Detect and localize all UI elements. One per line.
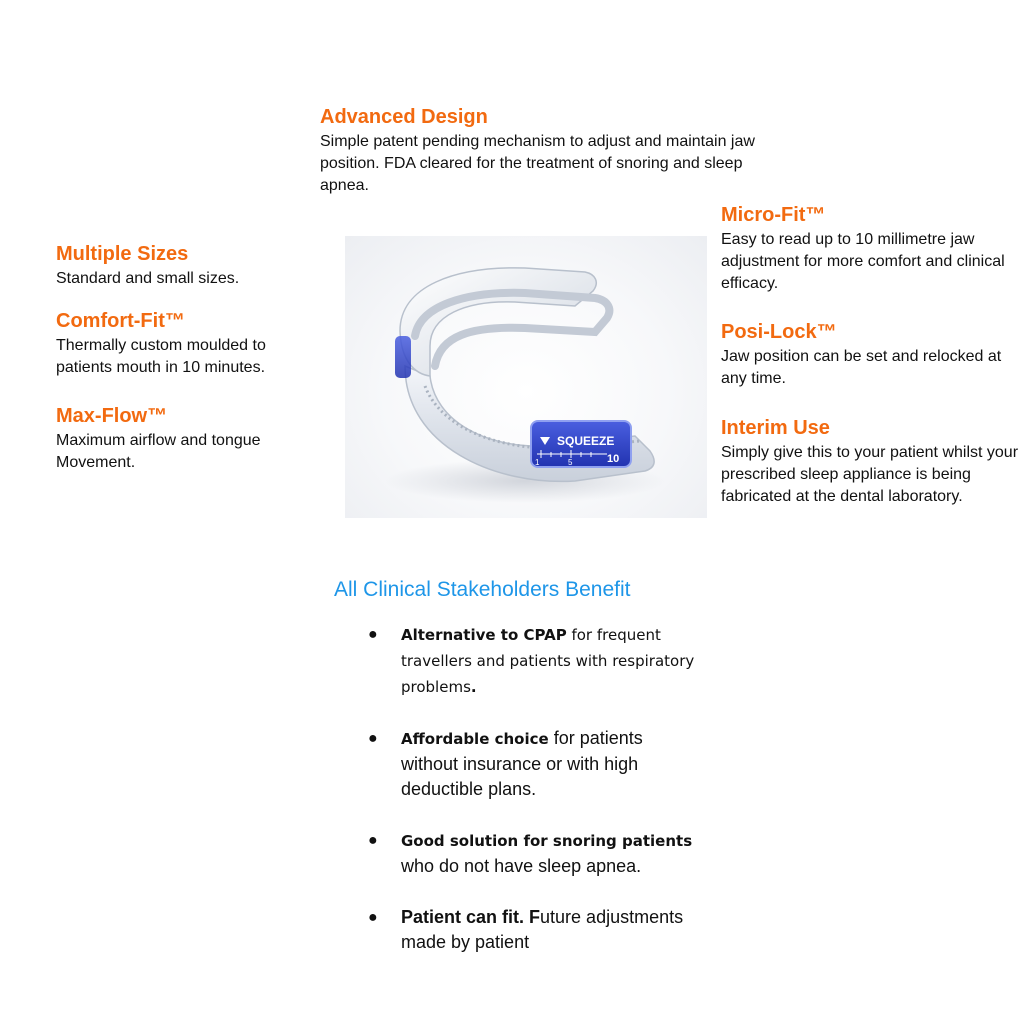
benefits-list	[368, 622, 698, 981]
svg-text:10: 10	[607, 453, 620, 465]
feature-description: Thermally custom moulded to patients mouth in 10 minutes.	[56, 337, 266, 376]
benefit-item: ● Good solution for snoring patients who do not have sleep apnea.	[368, 828, 698, 879]
feature-title: Posi-Lock™	[721, 321, 837, 343]
benefit-item: ● Affordable choice for patients without insurance or with high deductible plans.	[368, 728, 643, 799]
feature-title: Interim Use	[721, 417, 830, 439]
feature-advanced-design	[320, 105, 760, 197]
feature-title: Max-Flow™	[56, 405, 168, 427]
feature-description: Maximum airflow and tongue Movement.	[56, 432, 261, 471]
svg-text:5: 5	[568, 458, 573, 467]
feature-description: Easy to read up to 10 millimetre jaw adjustment for more comfort and clinical efficacy.	[721, 231, 1005, 292]
feature-title: Advanced Design	[320, 106, 488, 128]
feature-comfort-fit	[56, 309, 326, 379]
feature-interim-use	[721, 416, 1024, 508]
feature-title: Comfort-Fit™	[56, 310, 185, 332]
feature-description: Jaw position can be set and relocked at any time.	[721, 348, 1002, 387]
bullet-icon: ●	[368, 909, 378, 926]
bullet-icon: ●	[368, 730, 378, 747]
feature-description: Standard and small sizes.	[56, 270, 240, 287]
feature-title: Multiple Sizes	[56, 243, 189, 265]
side-tab	[395, 336, 411, 378]
feature-posi-lock	[721, 320, 1021, 390]
benefits-heading: All Clinical Stakeholders Benefit	[334, 578, 631, 601]
upper-tray	[400, 268, 596, 376]
tray-rim	[415, 293, 609, 366]
feature-title: Micro-Fit™	[721, 204, 826, 226]
benefit-item: ● Patient can fit. Future adjustments made by patient	[368, 907, 684, 952]
feature-multiple-sizes	[56, 242, 326, 290]
bullet-icon: ●	[368, 626, 378, 643]
feature-description: Simple patent pending mechanism to adjust and maintain jaw position. FDA cleared for the treatment of snoring and sleep apnea.	[320, 133, 755, 194]
squeeze-label	[531, 421, 631, 467]
svg-text:1: 1	[535, 458, 540, 467]
mouthguard-illustration	[345, 236, 707, 518]
product-image	[345, 236, 707, 518]
benefit-item: ● Alternative to CPAP for frequent travellers and patients with respiratory problems.	[368, 622, 698, 700]
feature-micro-fit	[721, 203, 1021, 295]
feature-description: Simply give this to your patient whilst your prescribed sleep appliance is being fabricated at the dental laboratory.	[721, 444, 1019, 505]
label-text: SQUEEZE	[557, 434, 615, 448]
bullet-icon: ●	[368, 832, 378, 849]
feature-max-flow	[56, 404, 326, 474]
